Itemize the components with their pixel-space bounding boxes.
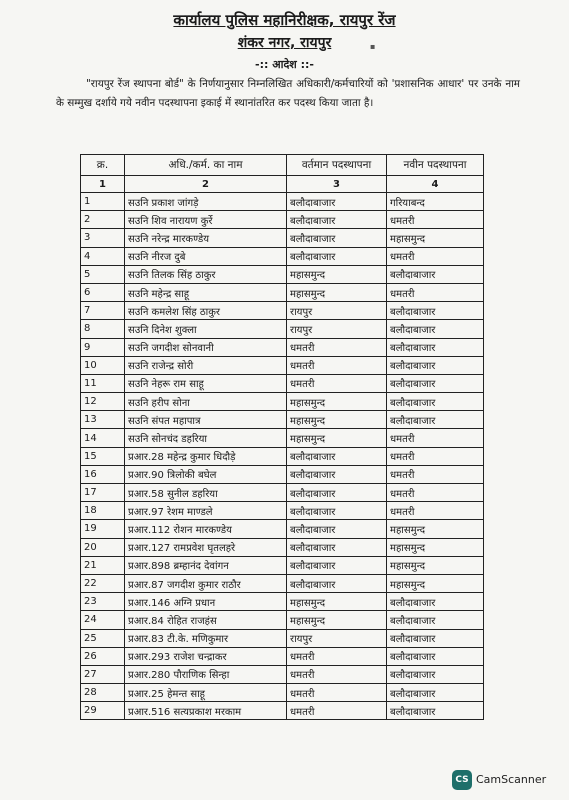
table-row xyxy=(81,374,484,392)
cell-name: सउनि जगदीश सोनवानी xyxy=(125,338,287,356)
cell-current-posting: महासमुन्द xyxy=(287,429,387,447)
cell-new-posting: महासमुन्द xyxy=(387,538,484,556)
cell-name: प्रआर.280 पौराणिक सिन्हा xyxy=(125,665,287,683)
cell-new-posting: बलौदाबाजार xyxy=(387,265,484,283)
cell-serial: 7 xyxy=(81,302,125,320)
cell-new-posting: धमतरी xyxy=(387,429,484,447)
cell-serial: 21 xyxy=(81,556,125,574)
cell-new-posting: बलौदाबाजार xyxy=(387,320,484,338)
cell-current-posting: बलौदाबाजार xyxy=(287,193,387,211)
cell-new-posting: धमतरी xyxy=(387,447,484,465)
table-row xyxy=(81,556,484,574)
cell-new-posting: बलौदाबाजार xyxy=(387,302,484,320)
cell-new-posting: बलौदाबाजार xyxy=(387,411,484,429)
cell-current-posting: रायपुर xyxy=(287,629,387,647)
cell-serial: 17 xyxy=(81,484,125,502)
cell-current-posting: महासमुन्द xyxy=(287,593,387,611)
table-row xyxy=(81,356,484,374)
table-row xyxy=(81,302,484,320)
cell-name: प्रआर.516 सत्यप्रकाश मरकाम xyxy=(125,702,287,720)
cell-new-posting: बलौदाबाजार xyxy=(387,611,484,629)
cell-current-posting: महासमुन्द xyxy=(287,265,387,283)
cell-name: सउनि राजेन्द्र सोरी xyxy=(125,356,287,374)
cell-current-posting: बलौदाबाजार xyxy=(287,556,387,574)
cell-serial: 9 xyxy=(81,338,125,356)
cell-new-posting: बलौदाबाजार xyxy=(387,356,484,374)
cell-current-posting: महासमुन्द xyxy=(287,393,387,411)
table-row xyxy=(81,411,484,429)
cell-current-posting: धमतरी xyxy=(287,684,387,702)
column-number: 1 xyxy=(81,176,125,193)
cell-new-posting: धमतरी xyxy=(387,465,484,483)
cell-new-posting: धमतरी xyxy=(387,283,484,301)
cell-serial: 29 xyxy=(81,702,125,720)
table-body xyxy=(81,193,484,720)
cell-serial: 11 xyxy=(81,374,125,392)
cell-name: सउनि प्रकाश जांगड़े xyxy=(125,193,287,211)
cell-current-posting: धमतरी xyxy=(287,356,387,374)
column-number: 2 xyxy=(125,176,287,193)
cell-name: सउनि संपत महापात्र xyxy=(125,411,287,429)
cell-serial: 14 xyxy=(81,429,125,447)
cell-name: प्रआर.87 जगदीश कुमार राठौर xyxy=(125,574,287,592)
cell-name: प्रआर.293 राजेश चन्द्राकर xyxy=(125,647,287,665)
cell-serial: 12 xyxy=(81,393,125,411)
transfer-table xyxy=(80,154,484,720)
cell-current-posting: महासमुन्द xyxy=(287,283,387,301)
table-row xyxy=(81,193,484,211)
cell-name: प्रआर.127 रामप्रवेश घृतलहरे xyxy=(125,538,287,556)
column-number: 3 xyxy=(287,176,387,193)
cell-new-posting: महासमुन्द xyxy=(387,520,484,538)
table-row xyxy=(81,520,484,538)
cell-serial: 4 xyxy=(81,247,125,265)
cell-serial: 5 xyxy=(81,265,125,283)
cell-new-posting: गरियाबन्द xyxy=(387,193,484,211)
cell-serial: 24 xyxy=(81,611,125,629)
cell-serial: 20 xyxy=(81,538,125,556)
table-row xyxy=(81,393,484,411)
table-row xyxy=(81,429,484,447)
column-number: 4 xyxy=(387,176,484,193)
cell-serial: 18 xyxy=(81,502,125,520)
cell-serial: 19 xyxy=(81,520,125,538)
cell-name: सउनि तिलक सिंह ठाकुर xyxy=(125,265,287,283)
table-row xyxy=(81,665,484,683)
cell-new-posting: बलौदाबाजार xyxy=(387,629,484,647)
cell-current-posting: रायपुर xyxy=(287,320,387,338)
cell-current-posting: महासमुन्द xyxy=(287,611,387,629)
cell-current-posting: बलौदाबाजार xyxy=(287,465,387,483)
cell-current-posting: धमतरी xyxy=(287,665,387,683)
cell-name: सउनि दिनेश शुक्ला xyxy=(125,320,287,338)
cell-new-posting: धमतरी xyxy=(387,211,484,229)
cell-current-posting: धमतरी xyxy=(287,374,387,392)
cell-name: प्रआर.90 त्रिलोकी बघेल xyxy=(125,465,287,483)
office-title: कार्यालय पुलिस महानिरीक्षक, रायपुर रेंज xyxy=(173,11,396,29)
order-title: -:: आदेश ::- xyxy=(255,58,314,71)
cell-serial: 23 xyxy=(81,593,125,611)
table-row xyxy=(81,283,484,301)
cell-serial: 15 xyxy=(81,447,125,465)
table-row xyxy=(81,465,484,483)
table-row xyxy=(81,574,484,592)
table-row xyxy=(81,247,484,265)
stray-mark: ▪ xyxy=(370,42,376,51)
camscanner-logo: CS xyxy=(452,770,472,790)
table-row xyxy=(81,684,484,702)
table-header-row xyxy=(81,155,484,176)
camscanner-label: CamScanner xyxy=(476,773,547,786)
cell-name: प्रआर.146 अग्नि प्रधान xyxy=(125,593,287,611)
table-row xyxy=(81,265,484,283)
cell-current-posting: रायपुर xyxy=(287,302,387,320)
cell-new-posting: धमतरी xyxy=(387,502,484,520)
cell-new-posting: बलौदाबाजार xyxy=(387,338,484,356)
cell-name: प्रआर.83 टी.के. मणिकुमार xyxy=(125,629,287,647)
cell-name: सउनि कमलेश सिंह ठाकुर xyxy=(125,302,287,320)
cell-serial: 22 xyxy=(81,574,125,592)
cell-new-posting: बलौदाबाजार xyxy=(387,665,484,683)
header-new-posting: नवीन पदस्थापना xyxy=(387,155,484,176)
table-row xyxy=(81,629,484,647)
cell-current-posting: बलौदाबाजार xyxy=(287,538,387,556)
cell-serial: 3 xyxy=(81,229,125,247)
cell-name: प्रआर.25 हेमन्त साहू xyxy=(125,684,287,702)
cell-serial: 6 xyxy=(81,283,125,301)
cell-serial: 10 xyxy=(81,356,125,374)
cell-serial: 2 xyxy=(81,211,125,229)
table-row xyxy=(81,611,484,629)
header-name: अधि./कर्म. का नाम xyxy=(125,155,287,176)
cell-serial: 16 xyxy=(81,465,125,483)
cell-serial: 8 xyxy=(81,320,125,338)
table-row xyxy=(81,502,484,520)
cell-current-posting: धमतरी xyxy=(287,702,387,720)
cell-name: प्रआर.84 रोहित राजहंस xyxy=(125,611,287,629)
cell-current-posting: बलौदाबाजार xyxy=(287,484,387,502)
table-row xyxy=(81,211,484,229)
cell-serial: 27 xyxy=(81,665,125,683)
table-row xyxy=(81,538,484,556)
cell-current-posting: बलौदाबाजार xyxy=(287,229,387,247)
office-address: शंकर नगर, रायपुर xyxy=(237,35,332,51)
table-row xyxy=(81,338,484,356)
table-row xyxy=(81,447,484,465)
table-row xyxy=(81,702,484,720)
cell-name: सउनि शिव नारायण कुर्रे xyxy=(125,211,287,229)
cell-new-posting: बलौदाबाजार xyxy=(387,647,484,665)
cell-name: प्रआर.112 रोशन मारकण्डेय xyxy=(125,520,287,538)
cell-name: सउनि नरेन्द्र मारकण्डेय xyxy=(125,229,287,247)
cell-current-posting: बलौदाबाजार xyxy=(287,502,387,520)
cell-name: प्रआर.898 ब्रम्हानंद देवांगन xyxy=(125,556,287,574)
cell-new-posting: धमतरी xyxy=(387,247,484,265)
cell-name: प्रआर.28 महेन्द्र कुमार धिदौड़े xyxy=(125,447,287,465)
cell-current-posting: बलौदाबाजार xyxy=(287,574,387,592)
table-row xyxy=(81,484,484,502)
cell-serial: 28 xyxy=(81,684,125,702)
header-serial: क्र. xyxy=(81,155,125,176)
cell-name: सउनि महेन्द्र साहू xyxy=(125,283,287,301)
cell-new-posting: बलौदाबाजार xyxy=(387,593,484,611)
cell-new-posting: महासमुन्द xyxy=(387,229,484,247)
cell-name: सउनि नेहरू राम साहू xyxy=(125,374,287,392)
table-row xyxy=(81,320,484,338)
cell-current-posting: धमतरी xyxy=(287,338,387,356)
column-number-row xyxy=(81,176,484,193)
cell-name: सउनि सोनचंद डहरिया xyxy=(125,429,287,447)
cell-new-posting: धमतरी xyxy=(387,484,484,502)
cell-name: सउनि हरीप सोना xyxy=(125,393,287,411)
table-row xyxy=(81,229,484,247)
cell-serial: 1 xyxy=(81,193,125,211)
cell-serial: 25 xyxy=(81,629,125,647)
cell-current-posting: बलौदाबाजार xyxy=(287,247,387,265)
cell-serial: 13 xyxy=(81,411,125,429)
cell-new-posting: महासमुन्द xyxy=(387,574,484,592)
cell-current-posting: धमतरी xyxy=(287,647,387,665)
cell-new-posting: महासमुन्द xyxy=(387,556,484,574)
header-current-posting: वर्तमान पदस्थापना xyxy=(287,155,387,176)
cell-new-posting: बलौदाबाजार xyxy=(387,374,484,392)
cell-current-posting: बलौदाबाजार xyxy=(287,211,387,229)
cell-name: प्रआर.97 रेशम माण्डले xyxy=(125,502,287,520)
cell-new-posting: बलौदाबाजार xyxy=(387,684,484,702)
cell-serial: 26 xyxy=(81,647,125,665)
order-body-text: "रायपुर रेंज स्थापना बोर्ड" के निर्णयानुसार निम्नलिखित अधिकारी/कर्मचारियों को 'प्रशासनिक आधार' पर उनके नाम के सम्मुख दर्शाये गये नवीन पदस्थापना इकाई में स्थानांतरित कर पदस्थ किया जाता है। xyxy=(56,78,520,109)
cell-current-posting: बलौदाबाजार xyxy=(287,520,387,538)
cell-current-posting: महासमुन्द xyxy=(287,411,387,429)
cell-name: प्रआर.58 सुनील डहरिया xyxy=(125,484,287,502)
table-row xyxy=(81,593,484,611)
cell-name: सउनि नीरज दुबे xyxy=(125,247,287,265)
cell-new-posting: बलौदाबाजार xyxy=(387,702,484,720)
cell-new-posting: बलौदाबाजार xyxy=(387,393,484,411)
cell-current-posting: बलौदाबाजार xyxy=(287,447,387,465)
table-row xyxy=(81,647,484,665)
